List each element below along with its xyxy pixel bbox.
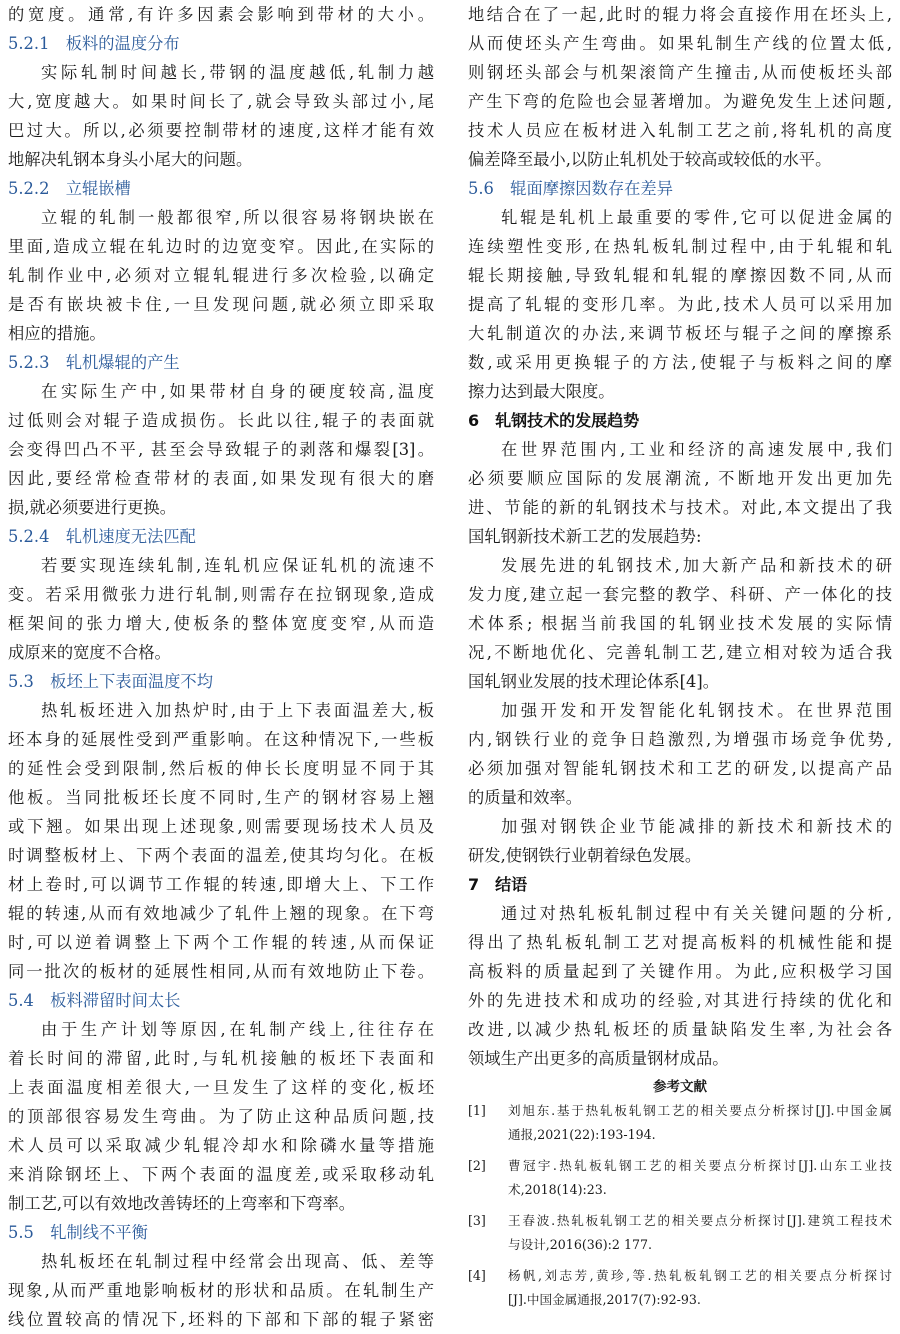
text-line: 连续塑性变形,在热轧板轧制过程中,由于轧辊和轧 [468, 237, 892, 256]
reference-text: 刘旭东.基于热轧板轧钢工艺的相关要点分析探讨[J].中国金属 [508, 1103, 892, 1118]
chapter-heading: 7 结语 [468, 875, 528, 894]
text-line: 国轧钢新技术新工艺的发展趋势: [468, 527, 702, 546]
text-line: 或下翘。如果出现上述现象,则需要现场技术人员及 [8, 817, 434, 836]
left-column [8, 0, 434, 1334]
text-line: 发展先进的轧钢技术,加大新产品和新技术的研 [501, 556, 892, 575]
text-line: 技术人员应在板材进入轧制工艺之前,将轧机的高度 [468, 121, 892, 140]
text-line: 内,钢铁行业的竞争日趋激烈,为增强市场竞争优势, [468, 730, 892, 749]
text-line: 改进,以减少热轧板坯的质量缺陷发生率,为社会各 [468, 1020, 892, 1039]
text-line: 热轧板坯进入加热炉时,由于上下表面温差大,板 [41, 701, 434, 720]
reference-number: [2] [468, 1158, 486, 1173]
text-line: 高板料的质量起到了关键作用。为此,应积极学习国 [468, 962, 892, 981]
section-heading: 5.5 轧制线不平衡 [8, 1223, 148, 1242]
text-line: 数,或采用更换辊子的方法,使辊子与板料之间的摩 [468, 353, 892, 372]
text-line: 得出了热轧板轧制工艺对提高板料的机械性能和提 [468, 933, 892, 952]
text-line: 成原来的宽度不合格。 [8, 643, 171, 662]
text-line: 巴过大。所以,必须要控制带材的速度,这样才能有效 [8, 121, 434, 140]
text-line: 过低则会对辊子造成损伤。长此以往,辊子的表面就 [8, 411, 434, 430]
text-line: 必须加强对智能轧钢技术和工艺的研发,以提高产品 [468, 759, 892, 778]
text-line: 线位置较高的情况下,坯料的下部和下部的辊子紧密 [8, 1310, 434, 1329]
references-title: 参考文献 [653, 1079, 707, 1095]
reference-text: 曹冠宇.热轧板轧钢工艺的相关要点分析探讨[J].山东工业技 [508, 1158, 892, 1173]
reference-text: 王春波.热轧板轧钢工艺的相关要点分析探讨[J].建筑工程技术 [508, 1213, 892, 1228]
text-line: 上表面温度相差很大,一旦发生了这样的变化,板坯 [8, 1078, 434, 1097]
section-heading: 5.2.2 立辊嵌槽 [8, 179, 131, 198]
reference-text: 与设计,2016(36):2 177. [508, 1237, 652, 1252]
chapter-heading: 6 轧钢技术的发展趋势 [468, 411, 640, 430]
text-line: 他板。当同批板坯长度不同时,生产的钢材容易上翘 [8, 788, 434, 807]
text-line: 损,就必须要进行更换。 [8, 498, 176, 517]
text-line: 因此,要经常检查带材的表面,如果发现有很大的磨 [8, 469, 434, 488]
text-line: 地结合在了一起,此时的辊力将会直接作用在坯头上, [468, 5, 892, 24]
text-line: 在世界范围内,工业和经济的高速发展中,我们 [501, 440, 892, 459]
text-line: 现象,从而严重地影响板材的形状和品质。在轧制生产 [8, 1281, 434, 1300]
text-line: 则钢坯头部会与机架滚筒产生撞击,从而使板坯头部 [468, 63, 892, 82]
reference-number: [3] [468, 1213, 486, 1228]
section-heading: 5.2.4 轧机速度无法匹配 [8, 527, 196, 546]
text-line: 的宽度。通常,有许多因素会影响到带材的大小。 [8, 5, 434, 24]
reference-text: 杨帆,刘志芳,黄珍,等.热轧板轧钢工艺的相关要点分析探讨 [508, 1268, 892, 1283]
reference-item [468, 1154, 892, 1202]
text-line: 进、节能的新的轧钢技术与技术。对此,本文提出了我 [468, 498, 892, 517]
text-line: 大,宽度越大。如果时间长了,就会导致头部过小,尾 [8, 92, 434, 111]
section-heading: 5.6 辊面摩擦因数存在差异 [468, 179, 673, 198]
text-line: 同一批次的板材的延展性相同,从而有效地防止下卷。 [8, 962, 434, 981]
text-line: 制工艺,可以有效地改善铸坯的上弯率和下弯率。 [8, 1194, 356, 1213]
text-line: 时调整板材上、下两个表面的温差,使其均匀化。在板 [8, 846, 434, 865]
text-line: 地解决轧钢本身头小尾大的问题。 [8, 150, 253, 169]
text-line: 实际轧制时间越长,带钢的温度越低,轧制力越 [41, 63, 434, 82]
reference-text: [J].中国金属通报,2017(7):92-93. [508, 1292, 701, 1307]
text-line: 发力度,建立起一套完整的教学、科研、产一体化的技 [468, 585, 892, 604]
text-line: 术人员可以采取减少轧辊冷却水和除磷水量等措施 [8, 1136, 434, 1155]
reference-item [468, 1264, 892, 1312]
text-line: 提高了轧辊的变形几率。为此,技术人员可以采用加 [468, 295, 892, 314]
text-line: 会变得凹凸不平, 甚至会导致辊子的剥落和爆裂[3]。 [8, 440, 434, 459]
text-line: 况,不断地优化、完善轧制工艺,建立相对较为适合我 [468, 643, 892, 662]
text-line: 辊的转速,从而有效地减少了轧件上翘的现象。在下弯 [8, 904, 434, 923]
right-column [468, 0, 892, 1319]
text-line: 辊长期接触,导致轧辊和轧辊的摩擦因数不同,从而 [468, 266, 892, 285]
text-line: 的质量和效率。 [468, 788, 582, 807]
references-section [468, 1075, 892, 1312]
text-line: 框架间的张力增大,使板条的整体宽度变窄,从而造 [8, 614, 434, 633]
text-line: 的顶部很容易发生弯曲。为了防止这种品质问题,技 [8, 1107, 434, 1126]
text-line: 着长时间的滞留,此时,与轧机接触的板坯下表面和 [8, 1049, 434, 1068]
text-line: 国轧钢业发展的技术理论体系[4]。 [468, 672, 720, 691]
section-heading: 5.2.1 板料的温度分布 [8, 34, 180, 53]
text-line: 通过对热轧板轧制过程中有关关键问题的分析, [501, 904, 892, 923]
text-line: 轧制作业中,必须对立辊轧辊进行多次检验,以确定 [8, 266, 434, 285]
text-line: 大轧制道次的办法,来调节板坯与辊子之间的摩擦系 [468, 324, 892, 343]
text-line: 加强对钢铁企业节能减排的新技术和新技术的 [501, 817, 892, 836]
text-line: 产生下弯的危险也会显著增加。为避免发生上述问题, [468, 92, 892, 111]
text-line: 外的先进技术和成功的经验,对其进行持续的优化和 [468, 991, 892, 1010]
section-heading: 5.2.3 轧机爆辊的产生 [8, 353, 180, 372]
text-line: 变。若采用微张力进行轧制,则需存在拉钢现象,造成 [8, 585, 434, 604]
text-line: 术体系; 根据当前我国的轧钢业技术发展的实际情 [468, 614, 892, 633]
text-line: 加强开发和开发智能化轧钢技术。在世界范围 [501, 701, 892, 720]
text-line: 相应的措施。 [8, 324, 106, 343]
reference-text: 通报,2021(22):193-194. [508, 1127, 656, 1142]
text-line: 从而使坯头产生弯曲。如果轧制生产线的位置太低, [468, 34, 892, 53]
reference-list [468, 1099, 892, 1312]
reference-text: 术,2018(14):23. [508, 1182, 607, 1197]
reference-number: [4] [468, 1268, 486, 1283]
text-line: 里面,造成立辊在轧边时的边宽变窄。因此,在实际的 [8, 237, 434, 256]
section-heading: 5.4 板料滞留时间太长 [8, 991, 181, 1010]
reference-number: [1] [468, 1103, 486, 1118]
text-line: 立辊的轧制一般都很窄,所以很容易将钢块嵌在 [41, 208, 434, 227]
text-line: 研发,使钢铁行业朝着绿色发展。 [468, 846, 702, 865]
right-column-text [468, 0, 892, 1073]
text-line: 若要实现连续轧制,连轧机应保证轧机的流速不 [41, 556, 434, 575]
text-line: 热轧板坯在轧制过程中经常会出现高、低、差等 [41, 1252, 434, 1271]
text-line: 必须要顺应国际的发展潮流, 不断地开发出更加先 [468, 469, 892, 488]
reference-item [468, 1099, 892, 1147]
text-line: 由于生产计划等原因,在轧制产线上,往往存在 [41, 1020, 434, 1039]
text-line: 是否有嵌块被卡住,一旦发现问题,就必须立即采取 [8, 295, 434, 314]
text-line: 擦力达到最大限度。 [468, 382, 615, 401]
text-line: 时,可以逆着调整上下两个工作辊的转速,从而保证 [8, 933, 434, 952]
text-line: 领域生产出更多的高质量钢材成品。 [468, 1049, 729, 1068]
text-line: 材上卷时,可以调节工作辊的转速,即增大上、下工作 [8, 875, 434, 894]
reference-item [468, 1209, 892, 1257]
text-line: 的延性会受到限制,然后板的伸长长度明显不同于其 [8, 759, 434, 778]
text-line: 偏差降至最小,以防止轧机处于较高或较低的水平。 [468, 150, 832, 169]
text-line: 轧辊是轧机上最重要的零件,它可以促进金属的 [501, 208, 892, 227]
text-line: 来消除钢坯上、下两个表面的温度差,或采取移动轧 [8, 1165, 434, 1184]
section-heading: 5.3 板坯上下表面温度不均 [8, 672, 213, 691]
text-line: 在实际生产中,如果带材自身的硬度较高,温度 [41, 382, 434, 401]
text-line: 坯本身的延展性受到严重影响。在这种情况下,一些板 [8, 730, 434, 749]
